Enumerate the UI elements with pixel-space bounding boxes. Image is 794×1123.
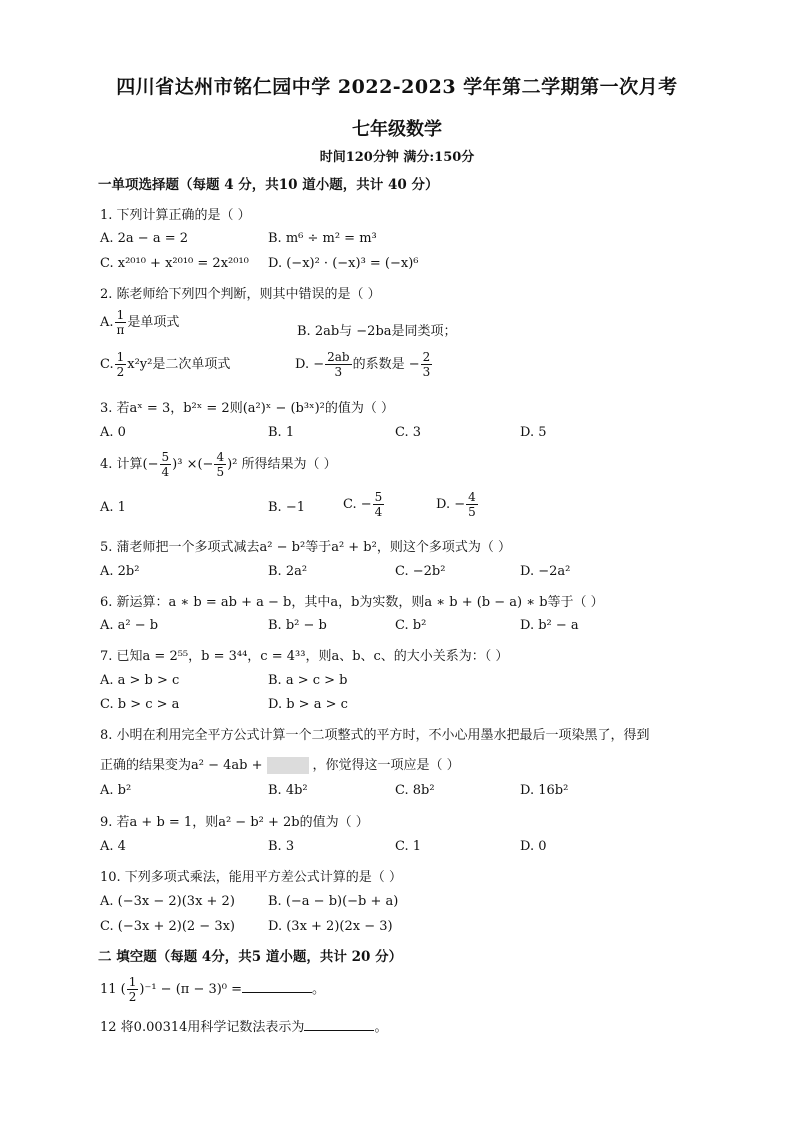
question-8-option-c: C. 8b² <box>395 783 435 798</box>
numerator: 5 <box>161 450 170 464</box>
question-1-option-b: B. m⁶ ÷ m² = m³ <box>268 231 377 246</box>
exam-info: 时间120分钟 满分:150分 <box>319 150 475 165</box>
question-8-option-d: D. 16b² <box>520 783 569 798</box>
stem-text: ，你觉得这一项应是（ ） <box>312 758 460 773</box>
stem-text: 12 将0.00314用科学记数法表示为 <box>100 1020 305 1035</box>
stem-text: 4. 计算(− <box>100 457 159 472</box>
stem-text: )² 所得结果为（ ） <box>227 457 337 472</box>
question-7-option-c: C. b > c > a <box>100 697 180 712</box>
question-5-stem: 5. 蒲老师把一个多项式减去a² − b²等于a² + b²，则这个多项式为（ ） <box>100 540 511 555</box>
question-10-option-b: B. (−a − b)(−b + a) <box>268 894 399 909</box>
option-text: 是单项式 <box>127 315 180 330</box>
question-6-stem: 6. 新运算：a ∗ b = ab + a − b，其中a，b为实数，则a ∗ b + (b − a) ∗ b等于（ ） <box>100 595 604 610</box>
fraction <box>466 490 478 519</box>
option-label: C. − <box>343 497 372 512</box>
question-11 <box>100 975 325 1004</box>
numerator: 1 <box>116 350 125 364</box>
question-6-option-d: D. b² − a <box>520 618 579 633</box>
fraction <box>115 308 127 337</box>
question-2-option-b: B. 2ab与 −2ba是同类项； <box>297 324 457 339</box>
numerator: 4 <box>216 450 225 464</box>
question-10-option-d: D. (3x + 2)(2x − 3) <box>268 919 393 934</box>
question-2-stem: 2. 陈老师给下列四个判断，则其中错误的是（ ） <box>100 287 381 302</box>
question-10-option-a: A. (−3x − 2)(3x + 2) <box>100 894 235 909</box>
question-1-option-d: D. (−x)² · (−x)³ = (−x)⁶ <box>268 256 419 271</box>
exam-title: 四川省达州市铭仁园中学 2022-2023 学年第二学期第一次月考 <box>116 76 678 98</box>
denominator: 3 <box>334 365 343 379</box>
denominator: 2 <box>116 365 125 379</box>
denominator: 4 <box>161 465 170 479</box>
question-4-stem <box>100 450 337 479</box>
question-4-option-c <box>343 490 385 519</box>
fraction <box>160 450 172 479</box>
fraction <box>214 450 226 479</box>
ink-stain <box>267 757 309 774</box>
question-8-stem-line1: 8. 小明在利用完全平方公式计算一个二项整式的平方时，不小心用墨水把最后一项染黑了，得到 <box>100 728 650 743</box>
question-5-option-a: A. 2b² <box>100 564 140 579</box>
question-3-stem: 3. 若aˣ = 3，b²ˣ = 2则(a²)ˣ − (b³ˣ)²的值为（ ） <box>100 401 394 416</box>
section-heading-fill: 二 填空题（每题 4分，共5 道小题，共计 20 分） <box>98 949 403 965</box>
question-5-option-c: C. −2b² <box>395 564 446 579</box>
question-1-option-a: A. 2a − a = 2 <box>100 231 189 246</box>
denominator: 5 <box>468 505 476 519</box>
question-7-stem: 7. 已知a = 2⁵⁵，b = 3⁴⁴，c = 4³³，则a、b、c、的大小关系为：（ ） <box>100 649 509 664</box>
stem-text: 。 <box>374 1020 388 1035</box>
question-2-option-c <box>100 350 230 379</box>
question-9-option-b: B. 3 <box>268 839 295 854</box>
answer-blank[interactable] <box>304 1018 374 1031</box>
question-6-option-a: A. a² − b <box>100 618 159 633</box>
question-9-option-d: D. 0 <box>520 839 547 854</box>
question-4-option-b: B. −1 <box>268 500 305 515</box>
question-3-option-a: A. 0 <box>100 425 126 440</box>
numerator: 1 <box>128 975 137 989</box>
denominator: 4 <box>374 505 383 519</box>
question-7-option-d: D. b > a > c <box>268 697 348 712</box>
question-2-option-a <box>100 308 179 337</box>
denominator: 2 <box>128 990 137 1004</box>
question-4-option-d <box>436 490 479 519</box>
question-2-option-d <box>295 350 433 379</box>
denominator: 5 <box>216 465 225 479</box>
answer-blank[interactable] <box>242 980 312 993</box>
question-4-option-a: A. 1 <box>100 500 126 515</box>
fraction <box>373 490 385 519</box>
question-8-stem-line2 <box>100 754 460 774</box>
stem-text: 。 <box>312 982 326 997</box>
numerator: 5 <box>374 490 383 504</box>
question-3-option-c: C. 3 <box>395 425 422 440</box>
option-label: D. − <box>295 357 325 372</box>
question-6-option-b: B. b² − b <box>268 618 327 633</box>
question-6-option-c: C. b² <box>395 618 427 633</box>
fraction <box>115 350 127 379</box>
question-5-option-d: D. −2a² <box>520 564 571 579</box>
denominator: 3 <box>422 365 431 379</box>
numerator: 2 <box>422 350 431 364</box>
question-9-option-c: C. 1 <box>395 839 422 854</box>
question-7-option-a: A. a > b > c <box>100 673 180 688</box>
option-text: x²y²是二次单项式 <box>127 357 231 372</box>
numerator: 4 <box>468 490 476 504</box>
stem-text: )⁻¹ − (π − 3)⁰ = <box>139 982 243 997</box>
question-7-option-b: B. a > c > b <box>268 673 348 688</box>
question-3-option-d: D. 5 <box>520 425 547 440</box>
fraction <box>127 975 139 1004</box>
question-3-option-b: B. 1 <box>268 425 295 440</box>
stem-text: 11 ( <box>100 982 126 997</box>
section-heading-choice: 一单项选择题（每题 4 分，共10 道小题，共计 40 分） <box>98 177 439 193</box>
option-text: 的系数是 − <box>352 357 420 372</box>
stem-text: )³ ×(− <box>172 457 214 472</box>
fraction <box>421 350 433 379</box>
question-10-option-c: C. (−3x + 2)(2 − 3x) <box>100 919 235 934</box>
question-5-option-b: B. 2a² <box>268 564 308 579</box>
denominator: π <box>116 323 125 337</box>
numerator: 2ab <box>327 350 350 364</box>
question-8-option-a: A. b² <box>100 783 132 798</box>
question-10-stem: 10. 下列多项式乘法，能用平方差公式计算的是（ ） <box>100 870 402 885</box>
stem-text: 正确的结果变为a² − 4ab + <box>100 758 263 773</box>
question-9-option-a: A. 4 <box>100 839 126 854</box>
question-1-stem: 1. 下列计算正确的是（ ） <box>100 208 251 223</box>
option-label: D. − <box>436 497 466 512</box>
option-label: C. <box>100 357 114 372</box>
option-label: A. <box>100 315 114 330</box>
question-12 <box>100 1016 387 1035</box>
question-8-option-b: B. 4b² <box>268 783 308 798</box>
exam-subtitle: 七年级数学 <box>352 119 442 140</box>
fraction <box>325 350 351 379</box>
question-1-option-c: C. x²⁰¹⁰ + x²⁰¹⁰ = 2x²⁰¹⁰ <box>100 256 249 271</box>
question-9-stem: 9. 若a + b = 1，则a² − b² + 2b的值为（ ） <box>100 815 369 830</box>
numerator: 1 <box>116 308 125 322</box>
